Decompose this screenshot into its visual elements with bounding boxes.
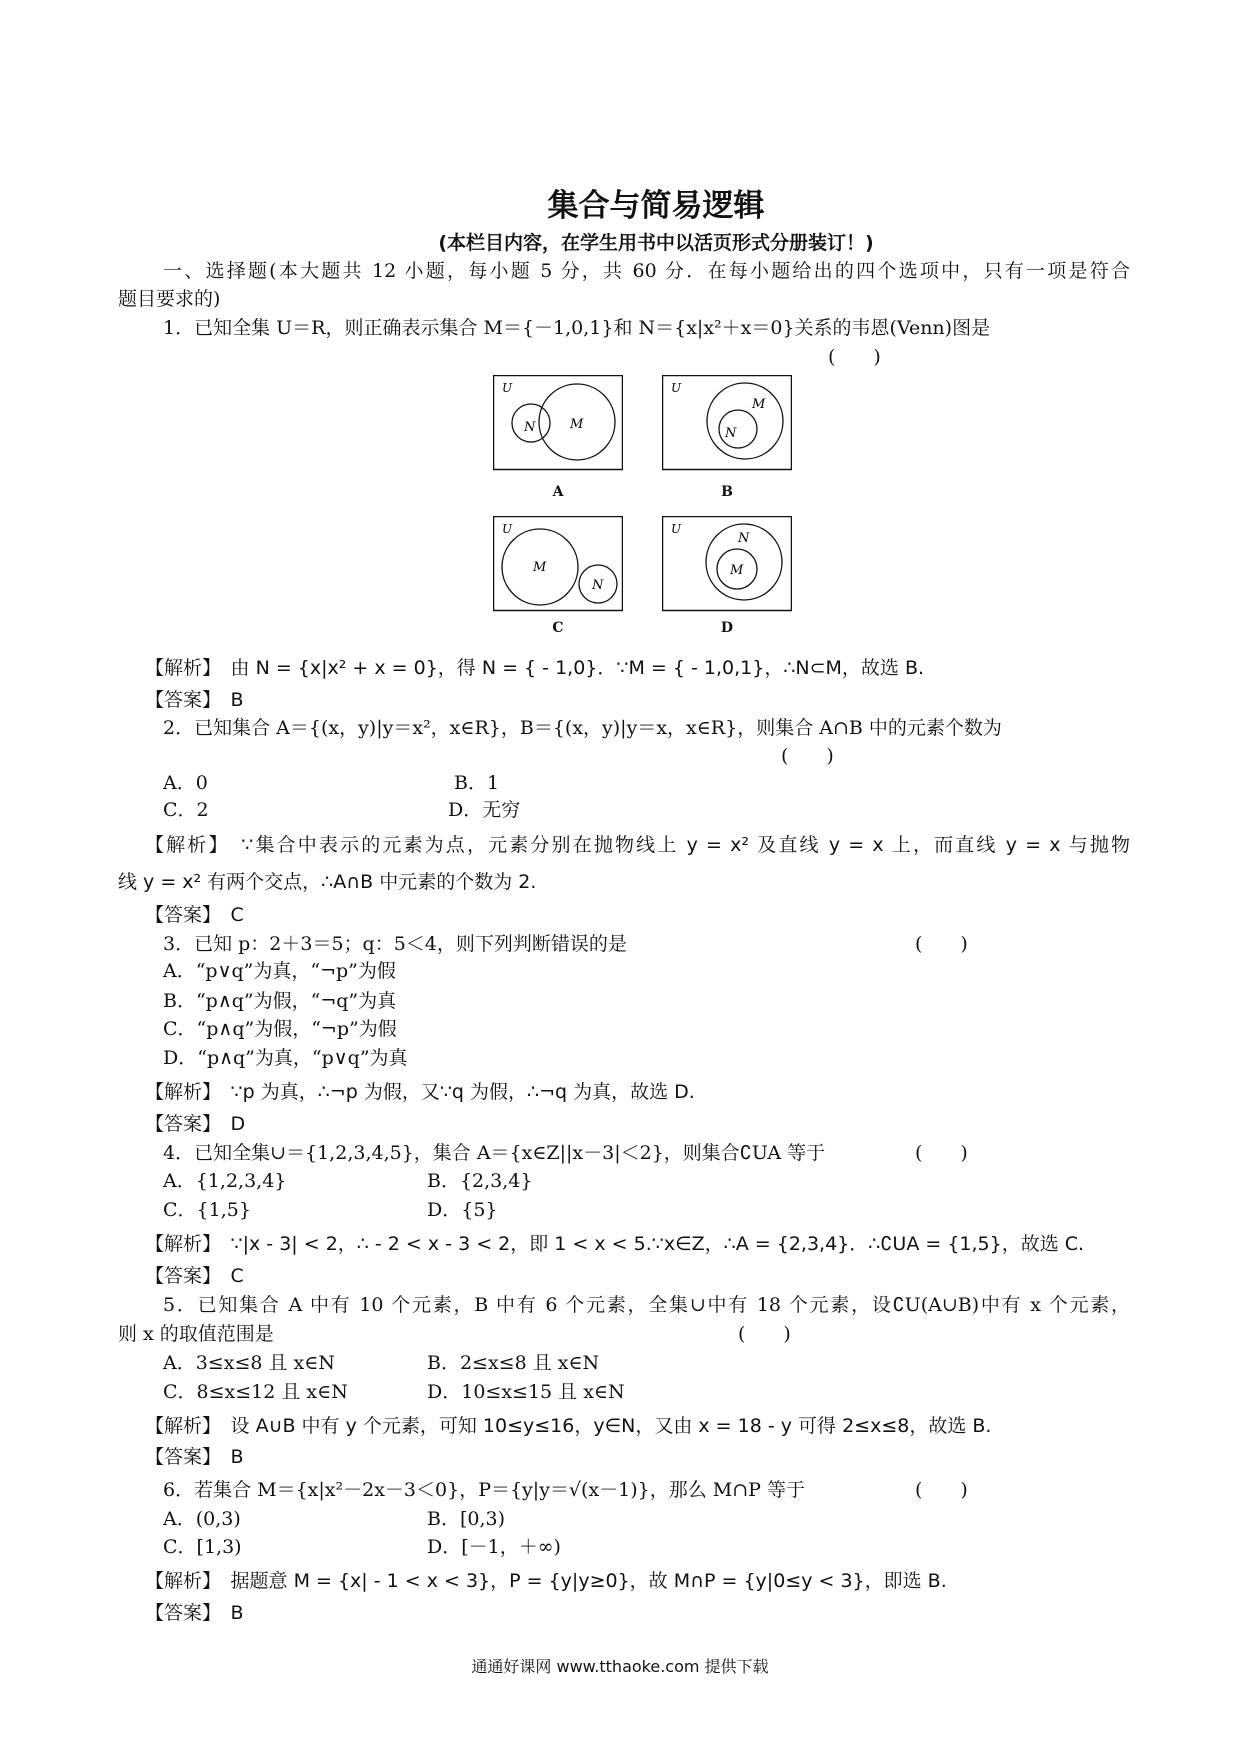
m-label: M (752, 397, 766, 412)
q3-analysis: 【解析】 ∵p 为真，∴¬p 为假，又∵q 为假，∴¬q 为真，故选 D. (145, 1081, 695, 1103)
n-label: N (725, 426, 737, 441)
footer-credit: 通通好课网 www.tthaoke.com 提供下载 (471, 1657, 769, 1676)
option-c: C．2 (163, 799, 209, 821)
question-4-stem: 4．已知全集∪＝{1,2,3,4,5}，集合 A＝{x∈Z||x－3|＜2}，则集合∁UA 等于 (163, 1142, 826, 1164)
subtitle: (本栏目内容，在学生用书中以活页形式分册装订！) (438, 232, 874, 254)
q2-analysis: 【解析】 ∵集合中表示的元素为点，元素分别在抛物线上 y = x² 及直线 y = x 上，而直线 y = x 与抛物 (145, 834, 1130, 856)
option-d: D．“p∧q”为真，“p∨q”为真 (163, 1047, 408, 1069)
answer-blank: ( ) (915, 1479, 968, 1501)
q5-analysis: 【解析】 设 A∪B 中有 y 个元素，可知 10≤y≤16，y∈N，又由 x = 18 - y 可得 2≤x≤8，故选 B. (145, 1415, 992, 1437)
m-label: M (730, 563, 744, 578)
option-d: D．10≤x≤15 且 x∈N (427, 1381, 625, 1403)
universe-label: U (502, 522, 513, 536)
section-heading: 一、选择题(本大题共 12 小题，每小题 5 分，共 60 分．在每小题给出的四个选项中，只有一项是符合 (163, 260, 1130, 282)
option-c: C．8≤x≤12 且 x∈N (163, 1381, 348, 1403)
option-c: C．“p∧q”为假，“¬p”为假 (163, 1018, 397, 1040)
universe-label: U (671, 381, 682, 395)
venn-label-b: B (721, 484, 733, 500)
answer-blank: ( ) (828, 346, 881, 368)
universe-label: U (671, 522, 682, 536)
page-title: 集合与简易逻辑 (547, 188, 765, 224)
option-b: B．1 (454, 772, 500, 794)
option-d: D．{5} (427, 1199, 498, 1221)
venn-option-b (662, 375, 792, 471)
q4-analysis: 【解析】 ∵|x - 3| < 2，∴ - 2 < x - 3 < 2，即 1 < x < 5.∵x∈Z，∴A = {2,3,4}．∴∁UA = {1,5}，故选 C. (145, 1233, 1085, 1255)
question-5-stem-cont: 则 x 的取值范围是 (118, 1323, 274, 1345)
question-6-stem: 6．若集合 M＝{x|x²－2x－3＜0}，P＝{y|y＝√(x－1)}，那么 M∩P 等于 (163, 1479, 805, 1501)
option-b: B．“p∧q”为假，“¬q”为真 (163, 990, 397, 1012)
answer-blank: ( ) (915, 1142, 968, 1164)
answer-blank: ( ) (781, 745, 834, 767)
q4-answer: 【答案】 C (145, 1265, 244, 1287)
n-label: N (524, 420, 536, 435)
q3-answer: 【答案】 D (145, 1113, 246, 1135)
q1-analysis: 【解析】 由 N = {x|x² + x = 0}，得 N = { - 1,0}．∵M = { - 1,0,1}，∴N⊂M，故选 B. (145, 657, 925, 679)
q1-answer: 【答案】 B (145, 689, 244, 711)
universe-label: U (502, 381, 513, 395)
venn-option-a (493, 375, 623, 471)
q5-answer: 【答案】 B (145, 1446, 244, 1468)
option-d: D．无穷 (448, 799, 521, 821)
venn-option-c (493, 516, 623, 612)
question-2-stem: 2．已知集合 A＝{(x，y)|y＝x²，x∈R}，B＝{(x，y)|y＝x，x∈R}，则集合 A∩B 中的元素个数为 (163, 717, 1002, 739)
option-a: A．3≤x≤8 且 x∈N (163, 1352, 335, 1374)
option-a: A．(0,3) (163, 1508, 241, 1530)
option-c: C．[1,3) (163, 1536, 242, 1558)
answer-blank: ( ) (915, 933, 968, 955)
venn-label-d: D (720, 620, 734, 636)
venn-option-d (662, 516, 792, 612)
q6-answer: 【答案】 B (145, 1602, 244, 1624)
q6-analysis: 【解析】 据题意 M = {x| - 1 < x < 3}，P = {y|y≥0}，故 M∩P = {y|0≤y < 3}，即选 B. (145, 1570, 947, 1592)
section-heading-cont: 题目要求的) (118, 288, 221, 310)
question-1-stem: 1．已知全集 U＝R，则正确表示集合 M＝{－1,0,1}和 N＝{x|x²＋x＝0}关系的韦恩(Venn)图是 (163, 317, 991, 339)
option-b: B．[0,3) (427, 1508, 506, 1530)
question-5-stem: 5．已知集合 A 中有 10 个元素，B 中有 6 个元素，全集∪中有 18 个元素，设∁U(A∪B)中有 x 个元素， (163, 1294, 1130, 1316)
q2-answer: 【答案】 C (145, 904, 244, 926)
venn-label-c: C (552, 620, 564, 636)
option-d: D．[－1，＋∞) (427, 1536, 561, 1558)
n-label: N (738, 531, 750, 546)
question-3-stem: 3．已知 p：2＋3＝5；q：5＜4，则下列判断错误的是 (163, 933, 627, 955)
answer-blank: ( ) (738, 1323, 791, 1345)
m-label: M (570, 417, 584, 432)
m-label: M (533, 560, 547, 575)
option-a: A．{1,2,3,4} (163, 1170, 287, 1192)
option-a: A．0 (163, 772, 208, 794)
option-c: C．{1,5} (163, 1199, 251, 1221)
q2-analysis-cont: 线 y = x² 有两个交点，∴A∩B 中元素的个数为 2. (118, 871, 537, 893)
venn-label-a: A (552, 484, 564, 500)
option-a: A．“p∨q”为真，“¬p”为假 (163, 960, 396, 982)
option-b: B．2≤x≤8 且 x∈N (427, 1352, 600, 1374)
option-b: B．{2,3,4} (427, 1170, 533, 1192)
n-label: N (592, 578, 604, 593)
